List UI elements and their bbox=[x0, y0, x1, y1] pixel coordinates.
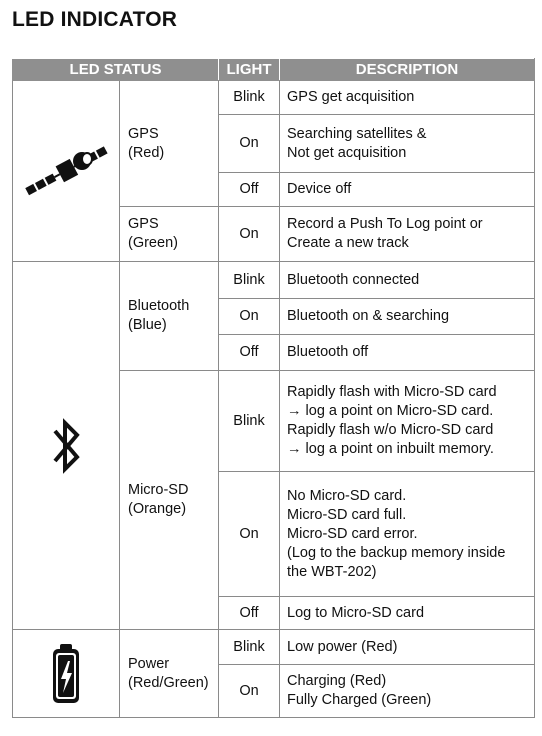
led-status-name bbox=[128, 215, 218, 253]
light-cell: Blink bbox=[219, 371, 280, 472]
light-cell: Blink bbox=[219, 630, 280, 665]
light-cell: Off bbox=[219, 335, 280, 371]
description-text-line: GPS get acquisition bbox=[287, 89, 415, 105]
description-text bbox=[287, 604, 534, 623]
led-status-name-line: Micro-SD bbox=[128, 482, 189, 498]
light-cell: On bbox=[219, 207, 280, 262]
led-status-name-line: (Red/Green) bbox=[128, 674, 209, 691]
header-led-status: LED STATUS bbox=[13, 59, 219, 81]
description-cell bbox=[280, 630, 535, 665]
led-status-name-line: Power bbox=[128, 655, 170, 672]
description-text bbox=[287, 672, 534, 710]
light-cell: Off bbox=[219, 597, 280, 630]
light-cell: On bbox=[219, 299, 280, 335]
description-text bbox=[287, 271, 534, 290]
description-text-line: Bluetooth on & searching bbox=[287, 308, 450, 324]
light-cell: Off bbox=[219, 173, 280, 207]
light-cell: On bbox=[219, 472, 280, 597]
description-text bbox=[287, 307, 534, 326]
description-text bbox=[287, 487, 534, 582]
led-status-name bbox=[128, 655, 218, 693]
led-status-cell bbox=[120, 207, 219, 262]
description-text bbox=[287, 125, 534, 163]
description-text-line: Micro-SD card full. bbox=[287, 506, 407, 523]
header-description: DESCRIPTION bbox=[280, 59, 535, 81]
led-status-name bbox=[128, 297, 218, 335]
table-row bbox=[13, 81, 535, 115]
description-text-line: Fully Charged (Green) bbox=[287, 692, 432, 708]
description-cell bbox=[280, 472, 535, 597]
led-status-name-line: GPS bbox=[128, 125, 159, 142]
description-text-line: Record a Push To Log point or bbox=[287, 216, 483, 232]
description-text-line: → log a point on inbuilt memory. bbox=[287, 441, 494, 457]
description-text-line: Create a new track bbox=[287, 235, 409, 251]
description-text-line: (Log to the backup memory inside bbox=[287, 544, 506, 561]
page-title: LED INDICATOR bbox=[12, 8, 178, 31]
led-status-name-line: GPS bbox=[128, 216, 159, 232]
led-status-cell bbox=[120, 262, 219, 371]
description-text bbox=[287, 383, 534, 459]
description-text-line: Rapidly flash with Micro-SD card bbox=[287, 384, 497, 400]
description-cell bbox=[280, 335, 535, 371]
description-text bbox=[287, 215, 534, 253]
description-text-line: Device off bbox=[287, 181, 352, 197]
description-cell bbox=[280, 115, 535, 173]
description-cell bbox=[280, 371, 535, 472]
description-text bbox=[287, 88, 534, 107]
battery-charging-icon bbox=[13, 643, 119, 705]
led-status-name-line: (Orange) bbox=[128, 501, 187, 517]
led-status-cell bbox=[120, 630, 219, 718]
description-text-line: Log to Micro-SD card bbox=[287, 604, 425, 621]
description-text-line: Bluetooth connected bbox=[287, 271, 420, 288]
description-text-line: Charging (Red) bbox=[287, 673, 387, 689]
table-header-row bbox=[13, 59, 535, 81]
description-text-line: Not get acquisition bbox=[287, 144, 407, 161]
description-text-line: the WBT-202) bbox=[287, 563, 377, 580]
led-status-name bbox=[128, 125, 218, 163]
description-text bbox=[287, 638, 534, 657]
light-cell: On bbox=[219, 115, 280, 173]
light-cell: Blink bbox=[219, 81, 280, 115]
description-text-line: Low power (Red) bbox=[287, 638, 398, 655]
header-light: LIGHT bbox=[219, 59, 280, 81]
led-indicator-table bbox=[12, 58, 535, 718]
description-text bbox=[287, 180, 534, 199]
description-text-line: No Micro-SD card. bbox=[287, 487, 407, 504]
description-text-line: Searching satellites & bbox=[287, 125, 427, 142]
group-icon-cell bbox=[13, 81, 120, 262]
description-cell bbox=[280, 173, 535, 207]
description-text bbox=[287, 343, 534, 362]
led-status-name-line: Bluetooth bbox=[128, 298, 190, 314]
description-cell bbox=[280, 207, 535, 262]
description-cell bbox=[280, 597, 535, 630]
led-status-name-line: (Green) bbox=[128, 235, 178, 251]
led-status-name-line: (Blue) bbox=[128, 317, 167, 333]
group-icon-cell bbox=[13, 262, 120, 630]
description-cell bbox=[280, 81, 535, 115]
description-cell bbox=[280, 262, 535, 299]
description-cell bbox=[280, 665, 535, 718]
led-status-name-line: (Red) bbox=[128, 144, 165, 161]
table-row bbox=[13, 630, 535, 665]
light-cell: On bbox=[219, 665, 280, 718]
group-icon-cell bbox=[13, 630, 120, 718]
description-text-line: → log a point on Micro-SD card. bbox=[287, 403, 494, 419]
led-status-name bbox=[128, 481, 218, 519]
table-body bbox=[13, 81, 535, 718]
description-text-line: Micro-SD card error. bbox=[287, 525, 418, 542]
bluetooth-icon bbox=[13, 415, 119, 477]
description-text-line: Bluetooth off bbox=[287, 344, 369, 360]
satellite-icon bbox=[13, 141, 119, 201]
led-status-cell bbox=[120, 371, 219, 630]
table-row bbox=[13, 262, 535, 299]
description-text-line: Rapidly flash w/o Micro-SD card bbox=[287, 422, 494, 438]
light-cell: Blink bbox=[219, 262, 280, 299]
description-cell bbox=[280, 299, 535, 335]
led-status-cell bbox=[120, 81, 219, 207]
